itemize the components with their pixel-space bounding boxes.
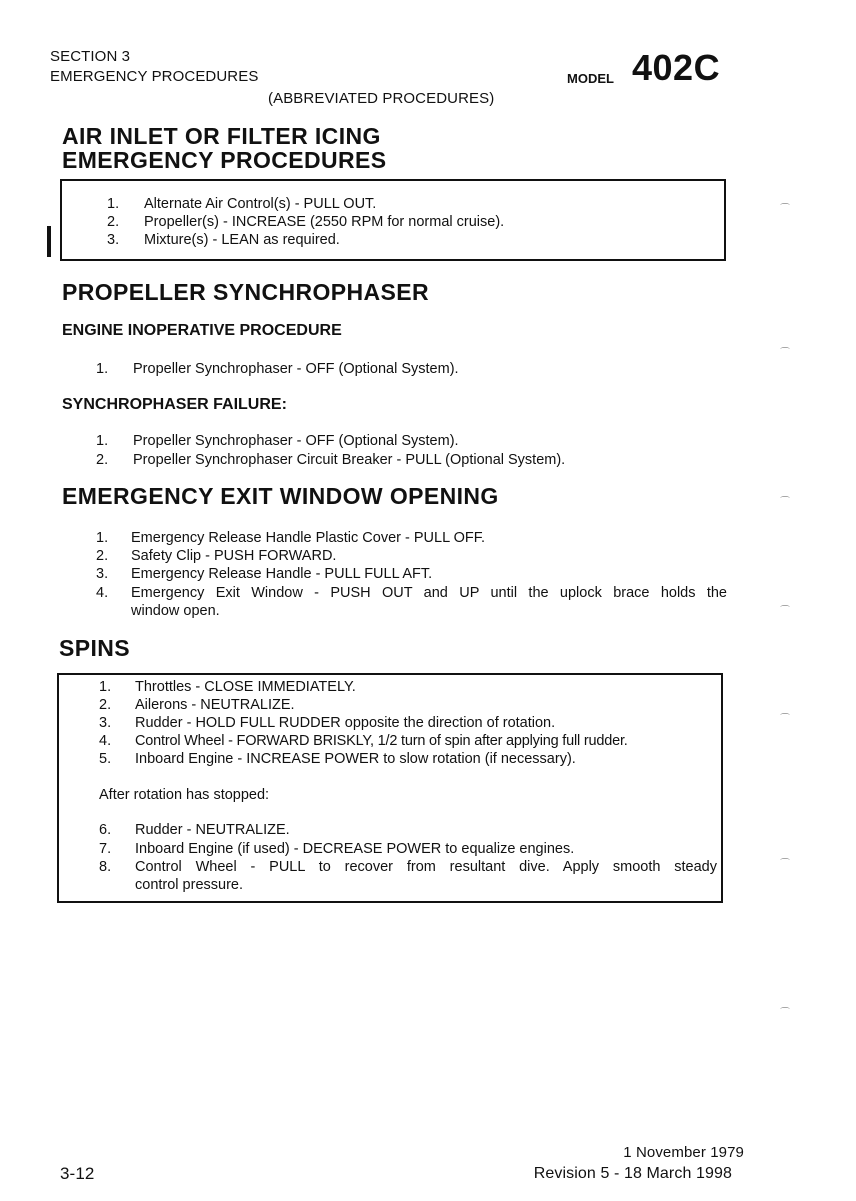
- step-number: 6.: [99, 822, 112, 838]
- step-text: Propeller Synchrophaser Circuit Breaker - PULL (Optional System).: [133, 452, 566, 468]
- failure-step: [96, 451, 716, 469]
- spins-step: [99, 678, 714, 696]
- step-text: Rudder - NEUTRALIZE.: [135, 822, 290, 838]
- spins-step: [99, 732, 714, 750]
- model-label: MODEL: [567, 71, 614, 86]
- change-bar: [47, 226, 51, 257]
- footer-date: 1 November 1979: [623, 1144, 744, 1161]
- step-number: 4.: [96, 585, 109, 601]
- spins-step: [99, 840, 714, 858]
- synchrophaser-failure-heading: SYNCHROPHASER FAILURE:: [62, 396, 287, 413]
- subtitle-label: (ABBREVIATED PROCEDURES): [268, 90, 495, 107]
- air-inlet-step: [107, 213, 707, 231]
- exit-window-step: [96, 529, 726, 547]
- step-text-line1: Control Wheel - PULL to recover from resultant dive. Apply smooth steady: [135, 859, 717, 875]
- spins-step: [99, 858, 719, 894]
- step-number: 8.: [99, 859, 112, 875]
- air-inlet-step: [107, 195, 707, 213]
- step-text: Inboard Engine (if used) - DECREASE POWER to equalize engines.: [135, 841, 575, 857]
- scan-mark: ⌒: [780, 1008, 790, 1019]
- step-text-line1: Emergency Exit Window - PUSH OUT and UP until the uplock brace holds the: [131, 585, 727, 601]
- step-number: 5.: [99, 751, 112, 767]
- step-text: Ailerons - NEUTRALIZE.: [135, 697, 295, 713]
- scan-mark: ⌒: [780, 714, 790, 725]
- step-number: 3.: [96, 566, 109, 582]
- step-number: 1.: [96, 433, 109, 449]
- step-text: Propeller Synchrophaser - OFF (Optional System).: [133, 433, 459, 449]
- step-text-line2: window open.: [131, 603, 220, 619]
- step-text: Safety Clip - PUSH FORWARD.: [131, 548, 337, 564]
- step-number: 1.: [107, 196, 120, 212]
- step-text: Mixture(s) - LEAN as required.: [144, 232, 340, 248]
- exit-window-title: EMERGENCY EXIT WINDOW OPENING: [62, 483, 499, 509]
- engine-inoperative-heading: ENGINE INOPERATIVE PROCEDURE: [62, 322, 342, 339]
- air-inlet-step: [107, 231, 707, 249]
- step-text: Control Wheel - FORWARD BRISKLY, 1/2 turn of spin after applying full rudder.: [135, 733, 628, 749]
- spins-step: [99, 750, 714, 768]
- spins-title: SPINS: [59, 635, 131, 661]
- spins-step: [99, 696, 714, 714]
- air-inlet-title-line1: AIR INLET OR FILTER ICING: [62, 123, 381, 149]
- chapter-label: EMERGENCY PROCEDURES: [50, 68, 259, 85]
- step-number: 1.: [96, 530, 109, 546]
- section-label: SECTION 3: [50, 48, 131, 65]
- scan-mark: ⌒: [780, 859, 790, 870]
- scan-mark: ⌒: [780, 204, 790, 215]
- step-number: 1.: [96, 361, 109, 377]
- step-text-line2: control pressure.: [135, 877, 243, 893]
- step-number: 2.: [107, 214, 120, 230]
- model-number: 402C: [632, 47, 721, 88]
- air-inlet-title-line2: EMERGENCY PROCEDURES: [62, 147, 387, 173]
- spins-step: [99, 821, 714, 839]
- footer-revision: Revision 5 - 18 March 1998: [533, 1165, 732, 1182]
- step-number: 3.: [107, 232, 120, 248]
- step-number: 3.: [99, 715, 112, 731]
- step-text: Emergency Release Handle Plastic Cover - PULL OFF.: [131, 530, 486, 546]
- step-text: Propeller Synchrophaser - OFF (Optional System).: [133, 361, 459, 377]
- synchrophaser-title: PROPELLER SYNCHROPHASER: [62, 279, 430, 305]
- step-text: Alternate Air Control(s) - PULL OUT.: [144, 196, 377, 212]
- scan-mark: ⌒: [780, 348, 790, 359]
- step-text: Propeller(s) - INCREASE (2550 RPM for normal cruise).: [144, 214, 505, 230]
- exit-window-step: [96, 584, 736, 620]
- step-text: Inboard Engine - INCREASE POWER to slow rotation (if necessary).: [135, 751, 576, 767]
- engine-inop-step: [96, 360, 696, 378]
- step-number: 2.: [96, 452, 109, 468]
- page-number: 3-12: [60, 1164, 95, 1183]
- step-number: 2.: [96, 548, 109, 564]
- scan-mark: ⌒: [780, 497, 790, 508]
- spins-after-note: After rotation has stopped:: [99, 787, 270, 803]
- step-number: 1.: [99, 679, 112, 695]
- exit-window-step: [96, 565, 726, 583]
- step-number: 4.: [99, 733, 112, 749]
- step-number: 2.: [99, 697, 112, 713]
- exit-window-step: [96, 547, 726, 565]
- step-text: Emergency Release Handle - PULL FULL AFT.: [131, 566, 433, 582]
- step-text: Throttles - CLOSE IMMEDIATELY.: [135, 679, 356, 695]
- step-number: 7.: [99, 841, 112, 857]
- scan-mark: ⌒: [780, 606, 790, 617]
- step-text: Rudder - HOLD FULL RUDDER opposite the direction of rotation.: [135, 715, 556, 731]
- spins-step: [99, 714, 714, 732]
- failure-step: [96, 432, 696, 450]
